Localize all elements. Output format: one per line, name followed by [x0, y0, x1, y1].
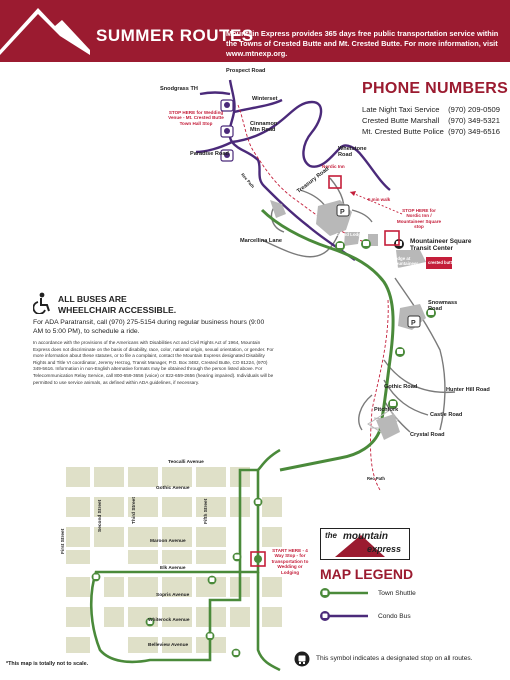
road-label: Paradise Road [190, 151, 229, 157]
map-legend-title: MAP LEGEND [320, 566, 414, 582]
town-map [0, 440, 510, 680]
phone-entry-number[interactable]: (970) 209-0509 [448, 105, 500, 114]
header-description: Mountain Express provides 365 days free public transportation service within the Towns of Crested Butte and Mt. Crested Butte. For more information, visit www.mtnexp.org. [226, 29, 499, 58]
ada-heading-line: WHEELCHAIR ACCESSIBLE. [58, 305, 177, 315]
road-label: Hunter Hill Road [446, 387, 490, 393]
road-label: Whetstone Road [338, 146, 367, 158]
road-label: Marcellina Lane [240, 238, 282, 244]
street-label: Sopris Avenue [156, 593, 190, 598]
poi-label: Lodge at Mountaineer Square [392, 256, 419, 271]
rec-path-label: Rec Path [240, 172, 256, 189]
mountain-express-logo [320, 528, 410, 560]
wedding-stop-callout: STOP HERE for Wedding Venue - Mt. Crested Butte Town Hall Stop [168, 110, 224, 126]
legend-lines [318, 586, 372, 626]
phone-entry-name: Late Night Taxi Service [362, 105, 440, 114]
phone-entry-number[interactable]: (970) 349-5321 [448, 116, 500, 125]
transit-center-label: Mountaineer Square Transit Center [410, 238, 472, 253]
wedding-venue-marker [329, 176, 341, 188]
poi-label: Nordic Inn [322, 164, 345, 169]
street-label: Elk Avenue [160, 566, 186, 571]
road-label: Snodgrass TH [160, 86, 198, 92]
road-label: Gothic Road [384, 384, 418, 390]
road-label: Treasury Road [296, 166, 331, 195]
rec-path-label: Rec Path [367, 476, 385, 481]
street-label: First Street [61, 528, 66, 554]
wheelchair-icon [33, 292, 53, 314]
arrow-head-icon [350, 191, 356, 196]
start-here-callout: START HERE - 4 Way Stop - for transportation to Wedding or Lodging [271, 548, 309, 575]
walk-arrow [350, 192, 402, 214]
road-label: Prospect Road [226, 68, 266, 74]
street-label: Teocalli Avenue [168, 460, 204, 465]
nordic-stop-callout: STOP HERE for Nordic Inn / Mountaineer Square stop [396, 208, 442, 230]
area-label: Pitchfork [374, 407, 399, 413]
page-title: SUMMER ROUTES [96, 26, 254, 45]
street-label: Third Street [132, 497, 137, 524]
svg-text:P: P [411, 320, 416, 327]
road-label [250, 121, 288, 133]
ada-paratransit-info: For ADA Paratransit, call (970) 275-5154 during regular business hours (9:00 AM to 5:00 PM), to schedule a ride. [33, 319, 265, 335]
street-label: Fifth Street [204, 498, 209, 524]
road-label: Snowmass Road [428, 300, 458, 312]
phone-entry-name: Crested Butte Marshall [362, 116, 440, 125]
ada-heading [58, 294, 176, 316]
logo-text: express [367, 544, 402, 554]
logo-text: mountain [343, 531, 388, 542]
street-label: Second Street [98, 499, 103, 532]
town-blocks [66, 467, 282, 653]
legend-condo-bus: Condo Bus [378, 613, 411, 620]
road-label: Crystal Road [410, 432, 445, 438]
street-label: Maroon Avenue [150, 539, 186, 544]
ada-statement: In accordance with the provisions of the Americans with Disabilities Act and Civil Rights Act of 1964, Mountain Express does not discriminate on the basis of disability, race, color, national origin, sexual orientation, or gender. For more information about these statutes, or to file a complaint, contact the Mountain Express designated Disability Rights and Title VI coordinator, Jeremy Herzog, Transit Manager, P.O. Box 3482, Crested Butte, CO 81224, (970) 349-5616. Information in non-English alternative formats may be obtained through the person listed above. For Telecommunication Relay Service, call 800-659-3656 (voice) or 822-659-2656 (hearing impaired). Individuals will be permitted to use service animals, as defined within ADA guidelines, if necessary. [33, 340, 274, 385]
scale-note: *This map is totally not to scale. [6, 661, 89, 667]
legend-town-shuttle: Town Shuttle [378, 590, 416, 597]
phone-entry-name: Mt. Crested Butte Police [362, 127, 444, 136]
crested-butte-logo-text: crested butte [428, 260, 455, 265]
phone-numbers-title: PHONE NUMBERS [362, 80, 509, 97]
road-label-text: Cinnamon Mtn Road [250, 121, 278, 133]
road-label: Winterset [252, 96, 278, 102]
legend-bus-stop: This symbol indicates a designated stop on all routes. [316, 655, 473, 662]
svg-text:P: P [340, 209, 345, 216]
poi-label: Grand Lodge [336, 232, 364, 237]
walk-label: 5 min walk [368, 197, 391, 202]
street-label: Belleview Avenue [148, 643, 189, 648]
street-label: Whiterock Avenue [148, 618, 190, 623]
phone-entry-number[interactable]: (970) 349-6516 [448, 127, 500, 136]
road-label: Castle Road [430, 412, 463, 418]
ada-heading-line: ALL BUSES ARE [58, 294, 127, 304]
bus-stop-icon [294, 651, 310, 667]
street-label: Gothic Avenue [156, 486, 190, 491]
logo-text: the [325, 531, 337, 540]
